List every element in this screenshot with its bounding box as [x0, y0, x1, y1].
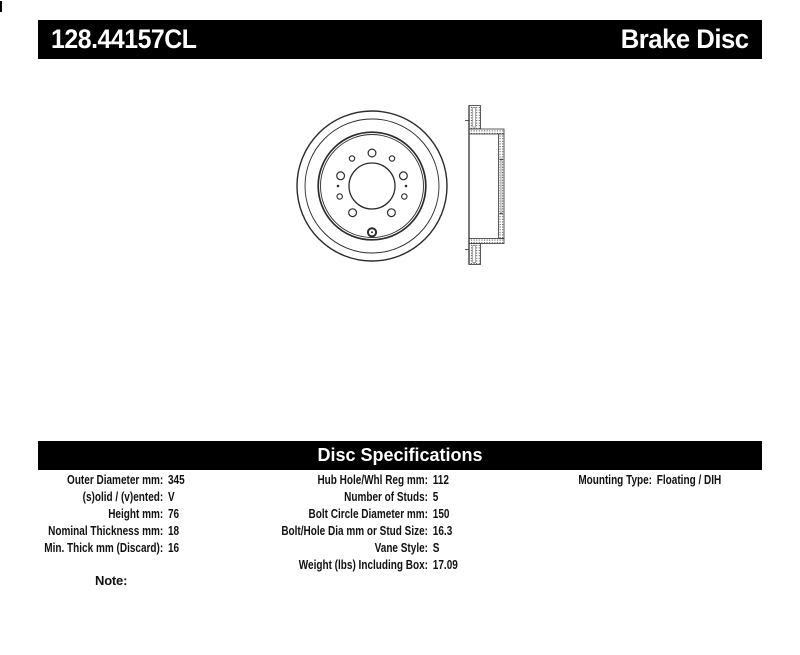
- small-holes: [337, 156, 407, 199]
- brake-disc-side-view: [465, 106, 504, 265]
- spec-label: Hub Hole/Whl Reg mm:: [317, 473, 428, 487]
- spec-row: [520, 472, 760, 489]
- spec-label: Bolt Circle Diameter mm:: [308, 507, 428, 521]
- spec-column-right: [520, 472, 760, 489]
- hat-bottom-face: [469, 239, 504, 244]
- spec-value: S: [432, 541, 440, 555]
- spec-value: 16: [168, 541, 180, 555]
- spec-label: Min. Thick mm (Discard):: [44, 541, 164, 555]
- spec-value: 17.09: [432, 558, 458, 572]
- spec-label: Number of Studs:: [344, 490, 428, 504]
- hat-top-face: [469, 129, 504, 134]
- spec-label: Vane Style:: [374, 541, 428, 555]
- brake-disc-front-view: [297, 111, 447, 261]
- spec-value: 150: [432, 507, 450, 521]
- spec-value: 5: [432, 490, 439, 504]
- part-number: 128.44157CL: [51, 24, 197, 54]
- spec-row: [240, 540, 512, 557]
- technical-drawing: [285, 90, 520, 275]
- spec-value: 112: [432, 473, 449, 487]
- spec-column-center: [240, 472, 512, 574]
- spec-row: [240, 472, 512, 489]
- spec-label: Height mm:: [108, 507, 164, 521]
- spec-label: (s)olid / (v)ented:: [82, 490, 164, 504]
- tiny-holes: [337, 185, 408, 188]
- vent-slot-bottom: [473, 246, 476, 263]
- spec-row: [240, 506, 512, 523]
- spec-value: 76: [168, 507, 180, 521]
- set-screw-hole: [368, 228, 376, 236]
- spec-label: Mounting Type:: [578, 473, 652, 487]
- vent-slot-top: [473, 108, 476, 128]
- spec-row: [240, 523, 512, 540]
- spec-label: Weight (lbs) Including Box:: [298, 558, 428, 572]
- note-row: [95, 573, 127, 588]
- product-title: Brake Disc: [621, 24, 749, 54]
- note-label: Note:: [95, 573, 128, 588]
- spec-row: [240, 489, 512, 506]
- scan-artifact-mark: [0, 1, 2, 12]
- spec-value: 18: [168, 524, 180, 538]
- spec-section-title: Disc Specifications: [317, 445, 483, 465]
- stud-holes: [337, 149, 408, 217]
- spec-value: 345: [168, 473, 185, 487]
- spec-label: Nominal Thickness mm:: [48, 524, 164, 538]
- spec-value: V: [168, 490, 175, 504]
- spec-label: Bolt/Hole Dia mm or Stud Size:: [281, 524, 428, 538]
- hub-hole: [349, 163, 395, 209]
- spec-value: Floating / DIH: [656, 473, 722, 487]
- spec-section-header: [38, 441, 762, 470]
- spec-label: Outer Diameter mm:: [67, 473, 164, 487]
- spec-row: [240, 557, 512, 574]
- spec-value: 16.3: [432, 524, 453, 538]
- header-bar: [38, 20, 762, 59]
